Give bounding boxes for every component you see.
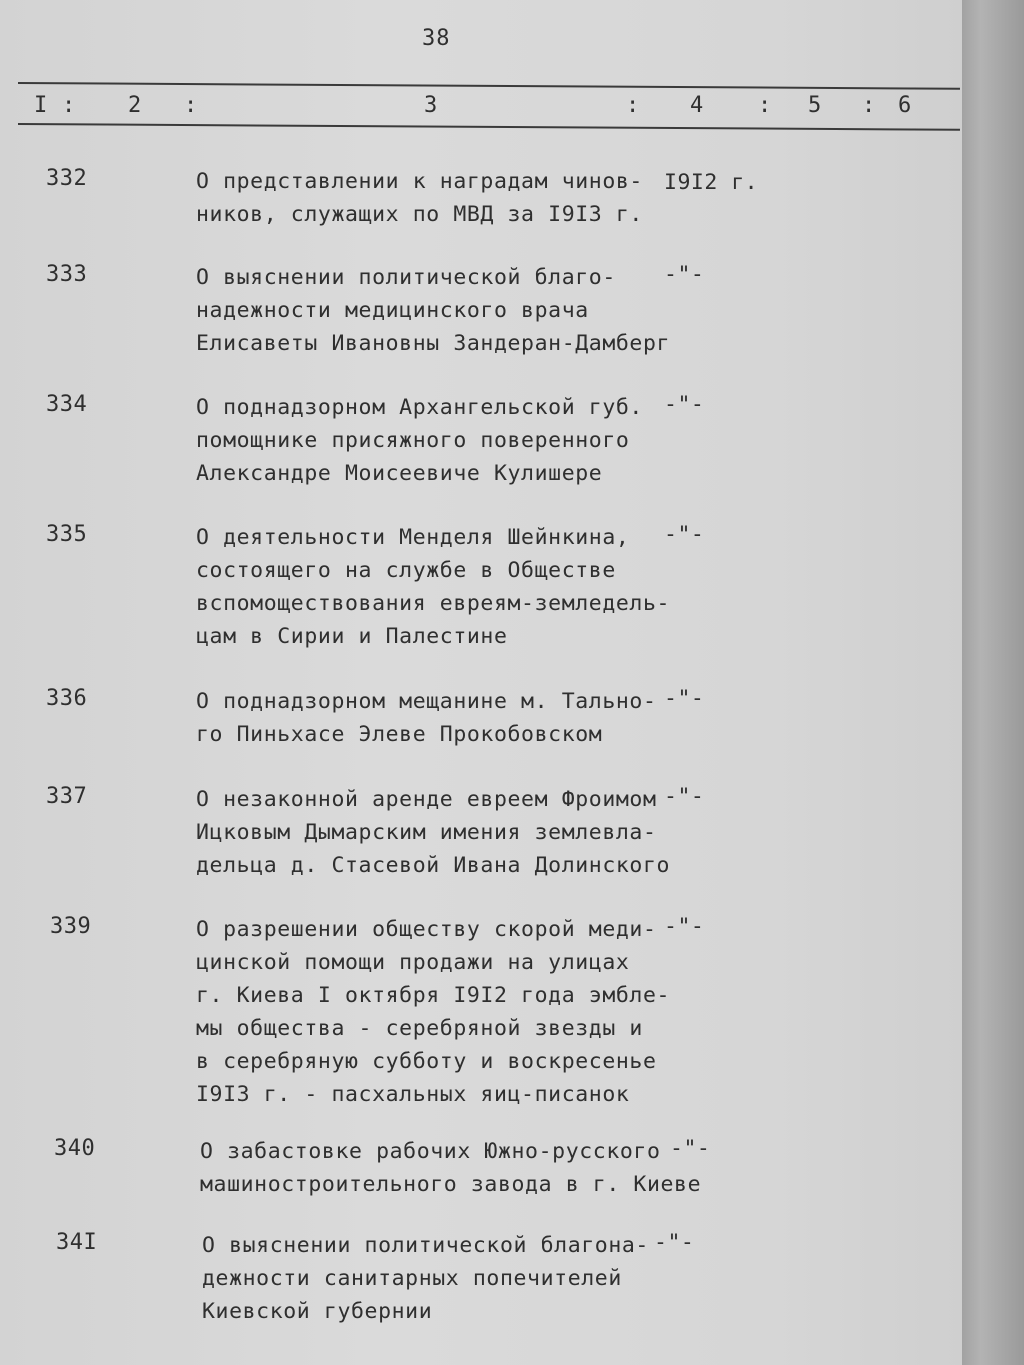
column-header-5: 5 (808, 93, 822, 118)
record-title-line: дельца д. Стасевой Ивана Долинского (196, 853, 671, 878)
record-title-line: вспомоществования евреям-земледель- (196, 591, 671, 616)
record-title-line: помощнике присяжного поверенного (196, 428, 630, 453)
record-title-line: О забастовке рабочих Южно-русского (200, 1139, 661, 1164)
page-edge (962, 0, 1024, 1365)
record-title-line: цам в Сирии и Палестине (196, 624, 508, 649)
record-title-line: Киевской губернии (202, 1299, 433, 1324)
record-number: 339 (50, 914, 92, 939)
record-title-line: О выяснении политической благона- (202, 1233, 649, 1258)
record-title-line: О незаконной аренде евреем Фроимом (196, 787, 657, 812)
column-header-1: I (34, 93, 48, 118)
record-title-line: О разрешении обществу скорой меди- (196, 917, 657, 942)
record-date-ditto: -"- (664, 686, 705, 711)
record-number: 332 (46, 166, 88, 191)
record-title-line: машиностроительного завода в г. Киеве (200, 1172, 702, 1197)
record-number: 337 (46, 784, 88, 809)
record-title-line: I9I3 г. - пасхальных яиц-писанок (196, 1082, 630, 1107)
column-separator: : (184, 93, 198, 118)
column-header-2: 2 (128, 93, 142, 118)
record-title-line: состоящего на службе в Обществе (196, 558, 616, 583)
record-title-line: дежности санитарных попечителей (202, 1266, 622, 1291)
header-bottom-rule (18, 123, 960, 131)
column-header-6: 6 (898, 93, 912, 118)
record-number: 336 (46, 686, 88, 711)
record-title-line: надежности медицинского врача (196, 298, 589, 323)
column-separator: : (758, 93, 772, 118)
column-separator: : (862, 93, 876, 118)
record-title-line: Александре Моисеевиче Кулишере (196, 461, 603, 486)
record-title-line: О выяснении политической благо- (196, 265, 616, 290)
record-number: 335 (46, 522, 88, 547)
record-title-line: О представлении к наградам чинов- (196, 169, 643, 194)
record-date-ditto: -"- (664, 522, 705, 547)
record-date: I9I2 г. (664, 170, 759, 195)
record-title-line: ников, служащих по МВД за I9I3 г. (196, 202, 643, 227)
record-title-line: в серебряную субботу и воскресенье (196, 1049, 657, 1074)
header-top-rule (18, 82, 960, 90)
record-number: 334 (46, 392, 88, 417)
record-date-ditto: -"- (654, 1230, 695, 1255)
column-header-4: 4 (690, 93, 704, 118)
record-title-line: О деятельности Менделя Шейнкина, (196, 525, 630, 550)
record-title-line: цинской помощи продажи на улицах (196, 950, 630, 975)
record-date-ditto: -"- (664, 392, 705, 417)
record-title-line: Ицковым Дымарским имения землевла- (196, 820, 657, 845)
column-header-3: 3 (424, 93, 438, 118)
record-title-line: Елисаветы Ивановны Зандеран-Дамберг (196, 331, 671, 356)
record-number: 333 (46, 262, 88, 287)
column-separator: : (62, 93, 76, 118)
record-date-ditto: -"- (664, 914, 705, 939)
record-date-ditto: -"- (670, 1136, 711, 1161)
record-date-ditto: -"- (664, 784, 705, 809)
record-title-line: г. Киева I октября I9I2 года эмбле- (196, 983, 671, 1008)
record-title-line: О поднадзорном Архангельской губ. (196, 395, 643, 420)
record-title-line: О поднадзорном мещанине м. Тально- (196, 689, 657, 714)
record-number: 34I (56, 1230, 98, 1255)
record-title-line: го Пиньхасе Элеве Прокобовском (196, 722, 603, 747)
record-number: 340 (54, 1136, 96, 1161)
record-title-line: мы общества - серебряной звезды и (196, 1016, 643, 1041)
column-separator: : (626, 93, 640, 118)
page-number: 38 (422, 26, 451, 51)
record-date-ditto: -"- (664, 262, 705, 287)
